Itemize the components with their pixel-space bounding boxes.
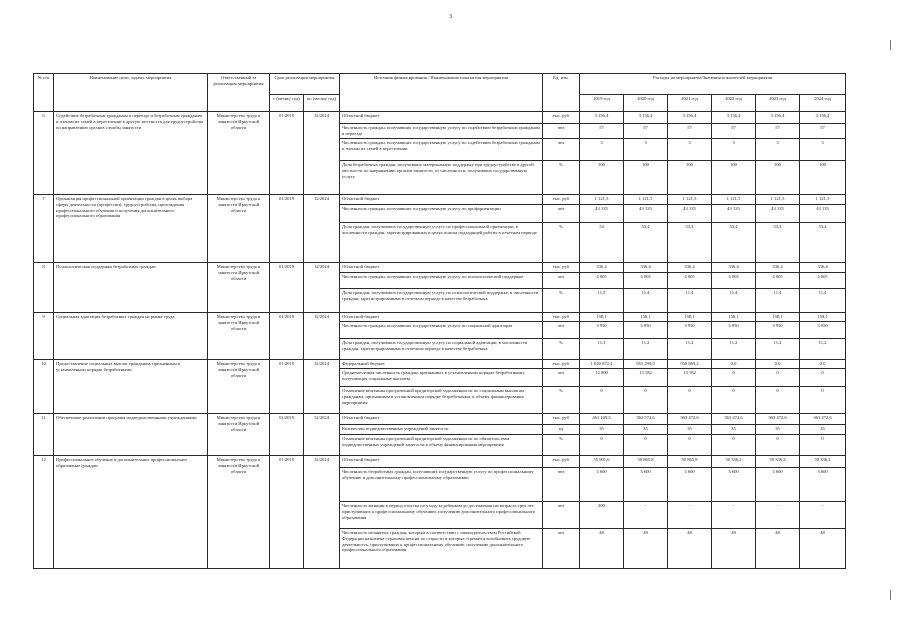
indicator-unit: % <box>543 434 580 455</box>
header-responsible: Ответственный за реализацию мероприятия <box>208 74 270 112</box>
indicator-value-2020: 336,4 <box>624 262 668 272</box>
indicator-value-2023: 336,4 <box>756 262 800 272</box>
indicator-value-2022: 0 <box>712 434 756 455</box>
indicator-value-2023: 0 <box>756 434 800 455</box>
measure-row <box>34 262 846 272</box>
indicator-value-2024: 0 <box>800 386 846 413</box>
indicator-value-2024: 53,4 <box>800 222 846 262</box>
indicator-unit: чел <box>543 272 580 288</box>
indicator-value-2021: 3 950 <box>668 321 712 338</box>
indicator-label: Отношение величины просроченной кредиторской задолженности по социальным выплатам гражданам, признанным в установленном порядке безработными, к объему финансирования мероприятия <box>340 386 543 413</box>
indicator-value-2024: 0 <box>800 368 846 386</box>
indicator-value-2021: 0 <box>668 434 712 455</box>
indicator-value-2022: 11,2 <box>712 338 756 359</box>
header-name: Наименование цели, задачи, мероприятия <box>54 74 208 112</box>
indicator-value-2022: 4 005 <box>712 272 756 288</box>
indicator-value-2020: 13 182 <box>624 368 668 386</box>
indicator-value-2021: 3 156,4 <box>668 112 712 124</box>
indicator-value-2019: 3 <box>580 138 624 160</box>
indicator-value-2023: 50 336,2 <box>756 455 800 467</box>
measure-responsible: Министерство труда и занятости Иркутской области <box>208 413 270 455</box>
measure-row <box>34 359 846 368</box>
indicator-value-2020: 158,1 <box>624 312 668 321</box>
indicator-value-2019: 3 600 <box>580 467 624 501</box>
indicator-unit: чел <box>543 501 580 528</box>
indicator-value-2020: 362 572,6 <box>624 413 668 424</box>
header-end: по (месяц/ год) <box>304 95 340 112</box>
indicator-value-2020: 57 <box>624 124 668 139</box>
measure-end: 12/2024 <box>304 194 340 262</box>
indicator-value-2023: 43 135 <box>756 204 800 222</box>
indicator-unit: тыс. руб <box>543 312 580 321</box>
indicator-value-2021: 53,4 <box>668 222 712 262</box>
indicator-value-2019: 11,3 <box>580 338 624 359</box>
measure-responsible: Министерство труда и занятости Иркутской области <box>208 455 270 568</box>
indicator-value-2020: 11,4 <box>624 288 668 312</box>
indicator-label: Областной бюджет <box>340 194 543 204</box>
indicator-value-2023: 3 156,4 <box>756 112 800 124</box>
indicator-value-2020: 4 005 <box>624 272 668 288</box>
indicator-value-2020: 48 <box>624 528 668 568</box>
measure-responsible: Министерство труда и занятости Иркутской области <box>208 312 270 359</box>
indicator-value-2019: 336,4 <box>580 262 624 272</box>
indicator-value-2021: 43 135 <box>668 204 712 222</box>
header-source: Источник финансирования / Наименование показателя мероприятия <box>340 74 543 112</box>
indicator-unit: чел <box>543 124 580 139</box>
indicator-label: Областной бюджет <box>340 262 543 272</box>
indicator-value-2024: 50 336,2 <box>800 455 846 467</box>
indicator-unit: тыс. руб <box>543 262 580 272</box>
indicator-value-2023: - <box>756 501 800 528</box>
measure-start: 01/2019 <box>270 359 304 413</box>
indicator-label: Областной бюджет <box>340 455 543 467</box>
measure-responsible: Министерство труда и занятости Иркутской области <box>208 359 270 413</box>
indicator-label: Численность незанятых граждан, которым в соответствии с законодательством Российской Федерации назначена страховая пенсия по старости и которые стремятся возобновить трудовую деятельность, приступивших к профессиональному обучению, получению дополнительного профессионального образования <box>340 528 543 568</box>
indicator-value-2024: 48 <box>800 528 846 568</box>
measure-name: Профессиональное обучение и дополнительное профессиональное образование граждан <box>54 455 208 568</box>
indicator-unit: чел <box>543 138 580 160</box>
indicator-label: Областной бюджет <box>340 312 543 321</box>
indicator-value-2020: 0 <box>624 386 668 413</box>
indicator-value-2021: 11,4 <box>668 288 712 312</box>
indicator-value-2024: 100 <box>800 160 846 194</box>
indicator-unit: чел <box>543 528 580 568</box>
indicator-unit: % <box>543 338 580 359</box>
measure-start: 01/2019 <box>270 413 304 455</box>
measure-start: 01/2019 <box>270 112 304 195</box>
indicator-value-2024: 158,1 <box>800 312 846 321</box>
measure-name: Психологическая поддержка безработных граждан <box>54 262 208 312</box>
indicator-value-2019: 4 005 <box>580 272 624 288</box>
indicator-value-2023: 1 121,5 <box>756 194 800 204</box>
indicator-value-2021: 11,2 <box>668 338 712 359</box>
indicator-value-2021: 100 <box>668 160 712 194</box>
indicator-value-2024: 3 <box>800 138 846 160</box>
indicator-unit: % <box>543 288 580 312</box>
indicator-label: Количество подведомственных учреждений занятости <box>340 424 543 434</box>
indicator-label: Численность граждан, получивших государственную услугу по профориентации <box>340 204 543 222</box>
measure-end: 12/2024 <box>304 312 340 359</box>
indicator-value-2019: 11,5 <box>580 288 624 312</box>
indicator-value-2020: 3 <box>624 138 668 160</box>
indicator-value-2022: 0 <box>712 386 756 413</box>
measure-end: 12/2024 <box>304 455 340 568</box>
indicator-value-2023: 11,4 <box>756 288 800 312</box>
indicator-value-2019: 461 109,5 <box>580 413 624 424</box>
indicator-value-2023: 158,1 <box>756 312 800 321</box>
header-term: Срок реализации мероприятия <box>270 74 340 95</box>
indicator-value-2019: 158,1 <box>580 312 624 321</box>
indicator-value-2023: 0 <box>756 368 800 386</box>
indicator-value-2023: 3 <box>756 138 800 160</box>
indicator-value-2019: 0 <box>580 434 624 455</box>
header-expenses: Расходы на мероприятие/Значения показателей мероприятия <box>580 74 846 95</box>
measure-number: 11 <box>34 413 54 455</box>
indicator-value-2020: 1 121,5 <box>624 194 668 204</box>
measure-number: 9 <box>34 312 54 359</box>
scan-mark <box>890 590 891 600</box>
indicator-label: Численность женщин в период отпуска по уходу за ребенком до достижения им возраста трех лет, приступивших к профессиональному обучению, получению дополнительного профессионального образования <box>340 501 543 528</box>
indicator-value-2022: 0,0 <box>712 359 756 368</box>
indicator-label: Численность граждан, получивших государственную услугу по социальной адаптации <box>340 321 543 338</box>
indicator-value-2022: 43 135 <box>712 204 756 222</box>
measure-name: Организация профессиональной ориентации граждан в целях выбора сферы деятельности (профессии), трудоустройства, прохождения профессионального обучения и получения дополнительного профессионального образования <box>54 194 208 262</box>
header-unit: Ед. изм. <box>543 74 580 112</box>
measure-start: 01/2019 <box>270 312 304 359</box>
indicator-value-2021: 950 869,2 <box>668 359 712 368</box>
indicator-unit: чел <box>543 204 580 222</box>
indicator-value-2021: 48 <box>668 528 712 568</box>
measure-number: 7 <box>34 194 54 262</box>
indicator-value-2021: 158,1 <box>668 312 712 321</box>
indicator-value-2022: 336,4 <box>712 262 756 272</box>
indicator-unit: тыс. руб <box>543 194 580 204</box>
indicator-value-2022: 11,4 <box>712 288 756 312</box>
indicator-value-2024: 3 156,4 <box>800 112 846 124</box>
measure-number: 6 <box>34 112 54 195</box>
header-year-2020: 2020 год <box>624 95 668 112</box>
indicator-value-2020: 35 <box>624 424 668 434</box>
indicator-value-2023: 57 <box>756 124 800 139</box>
indicator-value-2023: 35 <box>756 424 800 434</box>
measure-responsible: Министерство труда и занятости Иркутской области <box>208 262 270 312</box>
indicator-unit: % <box>543 222 580 262</box>
indicator-value-2024: 4 005 <box>800 272 846 288</box>
header-year-2022: 2022 год <box>712 95 756 112</box>
indicator-value-2024: - <box>800 501 846 528</box>
indicator-value-2023: 0 <box>756 386 800 413</box>
measure-end: 12/2024 <box>304 359 340 413</box>
indicator-value-2020: 50 865,8 <box>624 455 668 467</box>
measure-responsible: Министерство труда и занятости Иркутской области <box>208 194 270 262</box>
indicator-value-2024: 43 135 <box>800 204 846 222</box>
indicator-value-2023: 48 <box>756 528 800 568</box>
indicator-value-2021: 1 121,5 <box>668 194 712 204</box>
measure-row <box>34 112 846 124</box>
measure-number: 10 <box>34 359 54 413</box>
indicator-value-2024: 0 <box>800 434 846 455</box>
indicator-value-2019: 55 901,6 <box>580 455 624 467</box>
indicator-value-2022: 158,1 <box>712 312 756 321</box>
indicator-value-2023: 11,2 <box>756 338 800 359</box>
indicator-value-2022: 1 121,5 <box>712 194 756 204</box>
indicator-value-2019: 43 135 <box>580 204 624 222</box>
indicator-unit: тыс. руб <box>543 455 580 467</box>
indicator-label: Федеральный бюджет <box>340 359 543 368</box>
indicator-value-2022: 363 472,6 <box>712 413 756 424</box>
indicator-value-2022: 3 600 <box>712 467 756 501</box>
indicator-value-2019: 1 040 872,4 <box>580 359 624 368</box>
indicator-value-2022: 3 156,4 <box>712 112 756 124</box>
measure-start: 01/2019 <box>270 194 304 262</box>
indicator-value-2020: 3 950 <box>624 321 668 338</box>
measure-name: Обеспечение реализации программ подведомственными учреждениями <box>54 413 208 455</box>
indicator-value-2019: 1 121,5 <box>580 194 624 204</box>
indicator-unit: % <box>543 160 580 194</box>
indicator-value-2022: 57 <box>712 124 756 139</box>
indicator-value-2020: - <box>624 501 668 528</box>
indicator-unit: тыс. руб <box>543 413 580 424</box>
header-year-2024: 2024 год <box>800 95 846 112</box>
indicator-label: Доля граждан, получивших государственную услугу по психологической поддержке, в численности граждан, зарегистрированных в отчетном периоде в качестве безработных <box>340 288 543 312</box>
indicator-value-2024: 3 950 <box>800 321 846 338</box>
indicator-value-2019: 48 <box>580 528 624 568</box>
indicator-value-2019: 3 950 <box>580 321 624 338</box>
indicator-value-2020: 3 600 <box>624 467 668 501</box>
indicator-value-2022: 0 <box>712 368 756 386</box>
indicator-value-2020: 43 135 <box>624 204 668 222</box>
indicator-value-2024: 0,0 <box>800 359 846 368</box>
indicator-label: Доля граждан, получивших государственную услугу по социальной адаптации, в численности граждан, зарегистрированных в отчетном периоде в качестве безработных <box>340 338 543 359</box>
indicator-value-2020: 53,4 <box>624 222 668 262</box>
measure-end: 12/2024 <box>304 262 340 312</box>
measure-row <box>34 413 846 424</box>
indicator-value-2021: 0 <box>668 386 712 413</box>
indicator-value-2023: 363 472,6 <box>756 413 800 424</box>
indicator-value-2020: 11,2 <box>624 338 668 359</box>
measure-start: 01/2019 <box>270 455 304 568</box>
indicator-value-2019: 100 <box>580 160 624 194</box>
indicator-value-2023: 3 950 <box>756 321 800 338</box>
indicator-value-2019: 35 <box>580 424 624 434</box>
indicator-value-2022: 35 <box>712 424 756 434</box>
indicator-value-2019: 3 156,4 <box>580 112 624 124</box>
header-year-2021: 2021 год <box>668 95 712 112</box>
indicator-unit: % <box>543 386 580 413</box>
indicator-value-2024: 3 600 <box>800 467 846 501</box>
measure-start: 01/2019 <box>270 262 304 312</box>
measure-row <box>34 194 846 204</box>
indicator-unit: чел <box>543 467 580 501</box>
indicator-value-2019: 300 <box>580 501 624 528</box>
indicator-value-2022: 3 <box>712 138 756 160</box>
indicator-value-2023: 100 <box>756 160 800 194</box>
indicator-label: Численность граждан, получивших государственную услугу по содействию безработным гражданам в переезде <box>340 124 543 139</box>
indicator-value-2021: - <box>668 501 712 528</box>
indicator-value-2024: 35 <box>800 424 846 434</box>
header-start: с (месяц/ год) <box>270 95 304 112</box>
indicator-value-2022: 100 <box>712 160 756 194</box>
indicator-value-2023: 53,4 <box>756 222 800 262</box>
indicator-value-2021: 336,4 <box>668 262 712 272</box>
measure-number: 12 <box>34 455 54 568</box>
indicator-value-2020: 100 <box>624 160 668 194</box>
measure-responsible: Министерство труда и занятости Иркутской области <box>208 112 270 195</box>
indicator-value-2020: 951 299,0 <box>624 359 668 368</box>
program-measures-table <box>33 73 846 569</box>
indicator-unit: ед <box>543 424 580 434</box>
measure-number: 8 <box>34 262 54 312</box>
indicator-value-2024: 336,4 <box>800 262 846 272</box>
indicator-value-2024: 11,4 <box>800 288 846 312</box>
indicator-value-2021: 3 <box>668 138 712 160</box>
indicator-label: Доля безработных граждан, получивших материальную поддержку при трудоустройстве в другой местности по направлению органов занятости, от численности, получивших государственную услугу <box>340 160 543 194</box>
indicator-value-2022: 50 336,2 <box>712 455 756 467</box>
indicator-value-2019: 54 <box>580 222 624 262</box>
indicator-label: Доля граждан, получивших государственную услугу по профессиональной ориентации, в численности граждан, зарегистрированных в целях поиска подходящей работы в отчетном периоде <box>340 222 543 262</box>
indicator-value-2021: 57 <box>668 124 712 139</box>
indicator-label: Областной бюджет <box>340 112 543 124</box>
indicator-value-2022: 3 950 <box>712 321 756 338</box>
indicator-value-2021: 35 <box>668 424 712 434</box>
measure-end: 12/2024 <box>304 413 340 455</box>
indicator-label: Областной бюджет <box>340 413 543 424</box>
indicator-label: Численность граждан, получивших государственную услугу по содействию безработным гражданам и членам их семей в переселении <box>340 138 543 160</box>
indicator-label: Отношение величины просроченной кредиторской задолженности по обязательствам подведомственных учреждений занятости к объему финансирования мероприятия <box>340 434 543 455</box>
indicator-value-2019: 0 <box>580 386 624 413</box>
indicator-value-2021: 4 005 <box>668 272 712 288</box>
indicator-value-2023: 4 005 <box>756 272 800 288</box>
indicator-value-2024: 57 <box>800 124 846 139</box>
indicator-value-2023: 3 600 <box>756 467 800 501</box>
indicator-unit: чел <box>543 321 580 338</box>
indicator-value-2024: 1 121,5 <box>800 194 846 204</box>
indicator-value-2019: 57 <box>580 124 624 139</box>
measure-end: 12/2024 <box>304 112 340 195</box>
header-year-2023: 2023 год <box>756 95 800 112</box>
indicator-value-2020: 0 <box>624 434 668 455</box>
indicator-unit: чел <box>543 368 580 386</box>
indicator-value-2021: 50 865,8 <box>668 455 712 467</box>
measure-name: Социальная адаптация безработных граждан на рынке труда <box>54 312 208 359</box>
indicator-label: Численность безработных граждан, получивших государственную услугу по профессиональному обучению и дополнительному профессиональному образованию <box>340 467 543 501</box>
indicator-value-2024: 11,2 <box>800 338 846 359</box>
indicator-label: Численность граждан, получивших государственную услугу по психологической поддержке <box>340 272 543 288</box>
indicator-value-2022: - <box>712 501 756 528</box>
indicator-value-2022: 48 <box>712 528 756 568</box>
indicator-value-2022: 53,4 <box>712 222 756 262</box>
measure-row <box>34 455 846 467</box>
header-year-2019: 2019 год <box>580 95 624 112</box>
header-num: № п/п <box>34 74 54 112</box>
indicator-value-2019: 12 000 <box>580 368 624 386</box>
indicator-value-2023: 0,0 <box>756 359 800 368</box>
indicator-label: Среднемесячная численность граждан, признанных в установленном порядке безработными, получающих социальные выплаты <box>340 368 543 386</box>
measure-name: Предоставление социальных выплат гражданам, признанным в установленном порядке безработными <box>54 359 208 413</box>
indicator-value-2021: 3 600 <box>668 467 712 501</box>
indicator-unit: тыс. руб <box>543 112 580 124</box>
scan-mark <box>890 40 891 50</box>
indicator-value-2024: 363 472,6 <box>800 413 846 424</box>
indicator-value-2020: 3 156,4 <box>624 112 668 124</box>
measure-row <box>34 312 846 321</box>
measure-name: Содействие безработным гражданам в переезде и безработным гражданам и членам их семей в переселении в другую местность для трудоустройства по направлению органов службы занятости <box>54 112 208 195</box>
indicator-value-2021: 13 182 <box>668 368 712 386</box>
indicator-unit: тыс. руб <box>543 359 580 368</box>
page-number: 3 <box>449 14 452 20</box>
indicator-value-2021: 363 472,6 <box>668 413 712 424</box>
